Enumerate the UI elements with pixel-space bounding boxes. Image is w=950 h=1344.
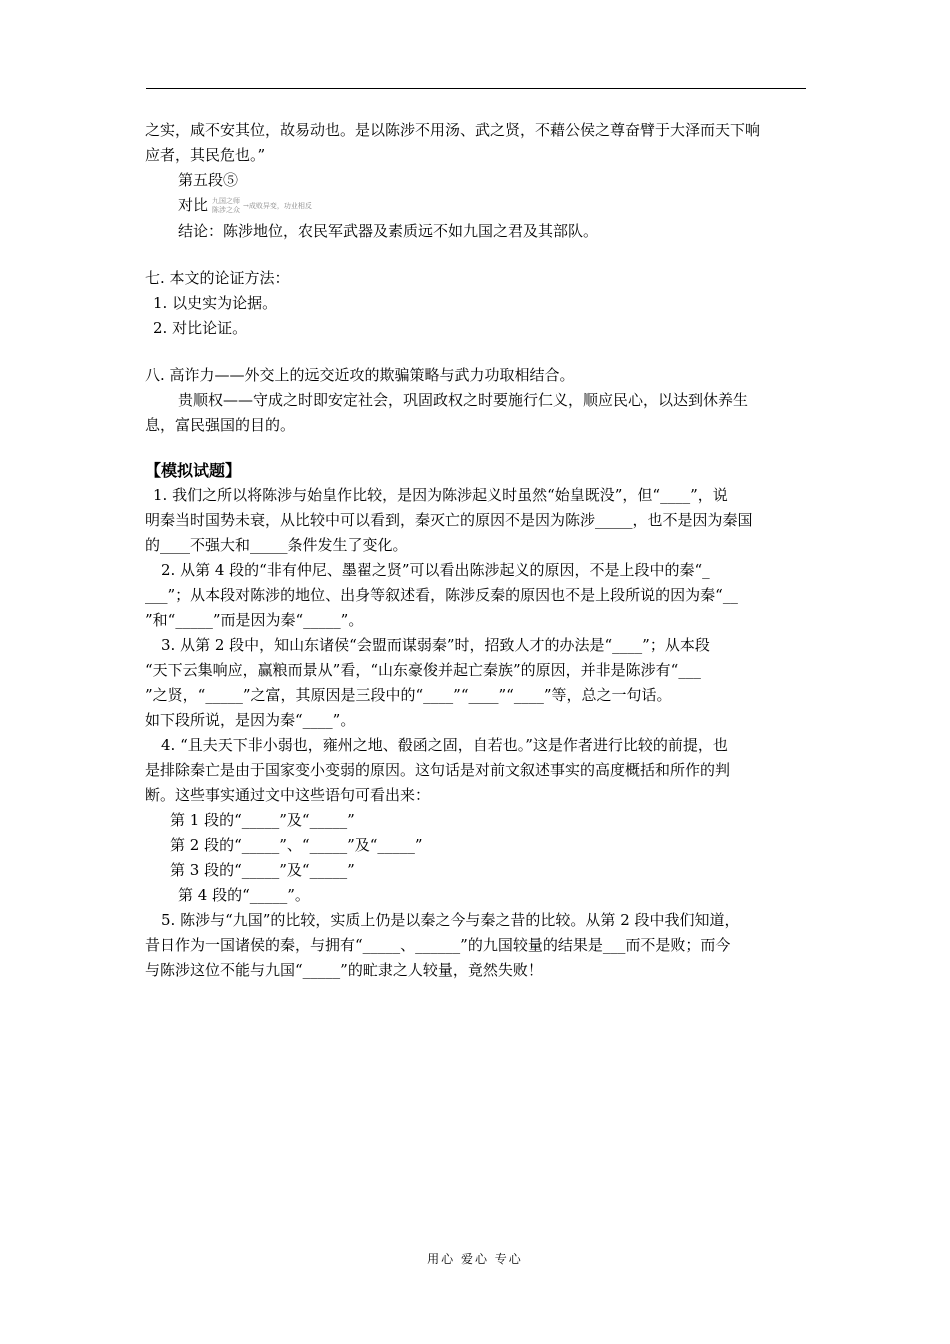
q5-line: 5. 陈涉与“九国”的比较，实质上仍是以秦之今与秦之昔的比较。从第 2 段中我们知道，	[161, 910, 740, 929]
q3-line: 3. 从第 2 段中，知山东诸侯“会盟而谋弱秦”时，招致人才的办法是“____”；从本段	[161, 635, 710, 654]
contrast-small-1: 九国之师	[212, 197, 241, 205]
q5-line: 昔日作为一国诸侯的秦，与拥有“_____、______”的九国较量的结果是___而不是败；而今	[145, 935, 731, 954]
q2-line: ”和“_____”而是因为秦“_____”。	[145, 610, 364, 629]
q3-line: 如下段所说，是因为秦“____”。	[145, 710, 356, 729]
q4-line: 是排除秦亡是由于国家变小变弱的原因。这句话是对前文叙述事实的高度概括和所作的判	[145, 760, 731, 779]
contrast-small-note: →成败异变，功业相反	[243, 201, 312, 210]
section5-heading: 第五段⑤	[178, 171, 239, 189]
q4-item: 第 4 段的“_____”。	[178, 885, 310, 904]
page-footer: 用心 爱心 专心	[427, 1252, 523, 1266]
section7-item: 1. 以史实为论据。	[153, 293, 278, 312]
intro-line: 应者，其民危也。”	[145, 146, 266, 164]
header-rule	[146, 88, 806, 89]
section8-line: 息，富民强国的目的。	[145, 415, 296, 434]
section5-conclusion: 结论：陈涉地位，农民军武器及素质远不如九国之君及其部队。	[178, 221, 599, 240]
q1-line: 1. 我们之所以将陈涉与始皇作比较，是因为陈涉起义时虽然“始皇既没”，但“____”，说	[153, 485, 728, 504]
contrast-small-2: 陈涉之众	[212, 206, 241, 214]
q4-item: 第 2 段的“_____”、“_____”及“_____”	[170, 835, 423, 854]
intro-line: 之实，咸不安其位，故易动也。是以陈涉不用汤、武之贤，不藉公侯之尊奋臂于大泽而天下响	[145, 121, 761, 139]
q4-item: 第 3 段的“_____”及“_____”	[170, 860, 355, 879]
q4-line: 4. “且夫天下非小弱也，雍州之地、殽函之固，自若也。”这是作者进行比较的前提，也	[161, 735, 728, 754]
q1-line: 明秦当时国势未衰，从比较中可以看到，秦灭亡的原因不是因为陈涉_____，也不是因为秦国	[145, 510, 753, 529]
q2-line: ___”；从本段对陈涉的地位、出身等叙述看，陈涉反秦的原因也不是上段所说的因为秦“__	[145, 585, 738, 604]
q4-item: 第 1 段的“_____”及“_____”	[170, 810, 355, 829]
mock-heading: 【模拟试题】	[145, 460, 242, 480]
section7-heading: 七. 本文的论证方法：	[145, 268, 290, 287]
q3-line: ”之贤，“_____”之富，其原因是三段中的“____”“____”“____”等，总之一句话。	[145, 685, 672, 704]
contrast-label: 对比	[178, 196, 209, 214]
contrast-small-diagram	[212, 197, 240, 215]
section5-contrast	[145, 193, 807, 219]
document-body	[145, 118, 807, 983]
q5-line: 与陈涉这位不能与九国“_____”的甿隶之人较量，竟然失败！	[145, 960, 543, 979]
q2-line: 2. 从第 4 段的“非有仲尼、墨翟之贤”可以看出陈涉起义的原因，不是上段中的秦“_	[161, 560, 710, 579]
q3-line: “天下云集响应，赢粮而景从”看，“山东豪俊并起亡秦族”的原因，并非是陈涉有“___	[145, 660, 701, 679]
section8-line: 贵顺权——守成之时即安定社会，巩固政权之时要施行仁义，顺应民心，以达到休养生	[178, 390, 749, 409]
q4-line: 断。这些事实通过文中这些语句可看出来：	[145, 785, 431, 804]
q1-line: 的____不强大和_____条件发生了变化。	[145, 535, 408, 554]
section7-item: 2. 对比论证。	[153, 318, 248, 337]
section8-line: 八. 高诈力——外交上的远交近攻的欺骗策略与武力功取相结合。	[145, 365, 575, 384]
